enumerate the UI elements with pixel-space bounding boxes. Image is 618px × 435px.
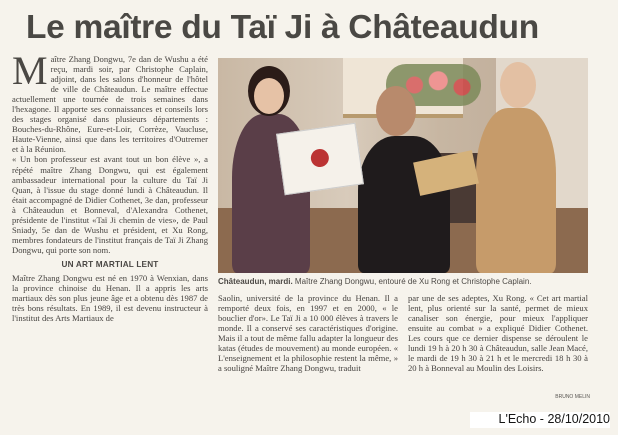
article-column-3 [408,293,588,403]
article-column-1 [12,54,208,402]
person-face [500,62,536,108]
drop-cap: M [12,54,48,93]
paragraph-column-2: Saolin, université de la province du Henan. Il a remporté deux fois, en 1997 et en 2000, « le bouclier d'or». Le Taï Ji a 10 000 élèves à travers le monde. Il a conservé ses caractéristiques d'origine. Mais il a tout de même fallu adapter la longueur des katas (études de mouvement) au monde européen. « L'enseignement et la philosophie restent la même, » a souligné Maître Zhang Dongwu, traduit [218,293,398,374]
person-christophe-caplain [476,108,556,273]
section-subhead: UN ART MARTIAL LENT [61,259,159,269]
photo-credit: BRUNO MELIN [555,394,590,400]
article-column-2 [218,293,398,403]
article-photo [218,58,588,273]
caption-text: Maître Zhang Dongwu, entouré de Xu Rong et Christophe Caplain. [292,277,532,286]
paragraph-intro: aître Zhang Dongwu, 7e dan de Wushu a été reçu, mardi soir, par Christophe Caplain, adjoint, dans les salons d'honneur de l'hôtel de ville de Châteaudun. Le maître effectue actuellement une tournée de trois semaines dans l'hexagone. Il apporte ses connaissances et conseils lors des stages organisé dans plusieurs départements : Bouches-du-Rhône, Eure-et-Loir, Corrèze, Vaucluse, Haute-Vienne, ainsi que dans les territoires d'Outremer et à la Réunion. [12,54,208,155]
source-label: L'Echo - 28/10/2010 [470,412,610,428]
paragraph-column-3: par une de ses adeptes, Xu Rong. « Cet art martial lent, plus orienté sur la santé, permet de mieux canaliser son énergie, pour mieux l'appliquer ensuite au combat » a expliqué Didier Cothenet. Les cours que ce dernier dispense se déroulent le lundi 19 h à 20 h 30 à Châteaudun, salle Jean Macé, le mardi de 19 h 30 à 21 h et le mercredi 18 h 30 à 20 h à Bonneval au Moulin des Loisirs. [408,293,588,374]
person-face [376,86,416,136]
caption-place: Châteaudun, mardi. [218,277,293,286]
paragraph-quote: « Un bon professeur est avant tout un bon élève », a répété maître Zhang Dongwu, qui est également ambassadeur international pour la culture du Taï Ji Quan, à l'issue du stage donné lundi à Châteaudun. Il était accompagné de Didier Cothenet, 3e dan, professeur à Châteaudun et Bonneval, d'Alexandra Cothenet, présidente de l'institut «Taï Ji chemin de vies», de Paul Sniady, 5e dan de Wushu et président, et Xu Rong, membres fondateurs de l'institut français de Taï Ji Zhang Dongwu, qui porte son nom. [12,154,208,255]
paragraph-biography: Maître Zhang Dongwu est né en 1970 à Wenxian, dans la province chinoise du Henan. Il a appris les arts martiaux dès son plus jeune âge et a obtenu dès 1987 de très bons résultats. En 1989, il est devenu instructeur à l'institut des Arts Martiaux de [12,272,208,324]
article-headline: Le maître du Taï Ji à Châteaudun [26,9,539,46]
person-face [254,78,284,114]
seal-icon [310,148,330,168]
photo-caption [218,277,588,291]
certificate-image [276,123,364,196]
